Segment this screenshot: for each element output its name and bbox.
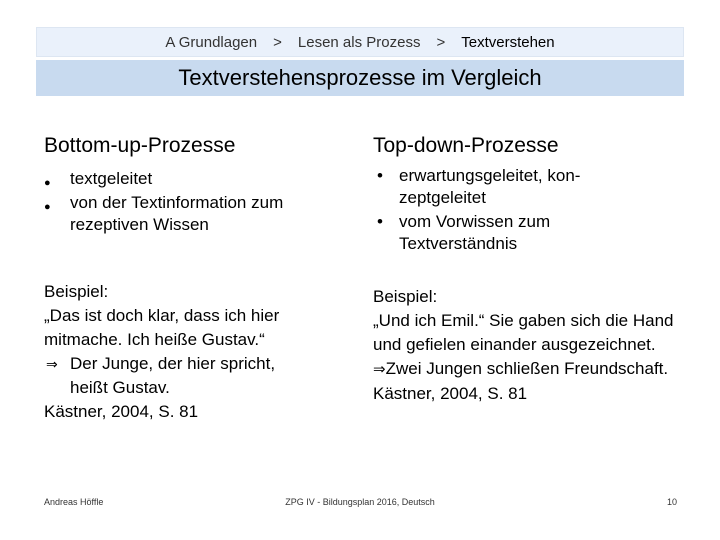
example-source: Kästner, 2004, S. 81 <box>373 384 528 403</box>
implies-arrow-icon: ⇒ <box>373 361 386 378</box>
bullet-icon: ● <box>44 177 51 189</box>
breadcrumb-item-current: Textverstehen <box>461 33 555 51</box>
top-down-example <box>373 285 678 406</box>
example-source: Kästner, 2004, S. 81 <box>44 402 199 421</box>
breadcrumb-item-grundlagen[interactable]: A Grundlagen <box>165 33 258 51</box>
top-down-heading: Top-down-Prozesse <box>373 134 559 157</box>
bullet-icon: ● <box>44 201 51 213</box>
example-conclusion: ⇒Zwei Jungen schließen Freundschaft. <box>373 359 669 378</box>
slide-title <box>36 60 684 96</box>
top-down-list <box>373 165 663 257</box>
breadcrumb-item-lesen[interactable]: Lesen als Prozess <box>297 33 421 51</box>
list-item: ● textgeleitet <box>44 168 334 190</box>
example-conclusion: ⇒ Der Junge, der hier spricht, <box>44 352 334 376</box>
bullet-icon: • <box>377 212 383 231</box>
example-quote: „Und ich Emil.“ Sie gaben sich die Hand und gefielen einander ausgezeichnet. <box>373 311 674 354</box>
breadcrumb-separator: > <box>436 33 446 51</box>
example-label: Beispiel: <box>373 287 438 306</box>
footer-center: ZPG IV - Bildungsplan 2016, Deutsch <box>285 497 435 507</box>
list-item: • erwartungsgeleitet, kon-zeptgeleitet <box>377 166 581 207</box>
slide-title-text: Textverstehensprozesse im Vergleich <box>178 65 542 90</box>
bottom-up-list <box>44 168 334 238</box>
breadcrumb <box>36 27 684 57</box>
implies-arrow-icon: ⇒ <box>46 356 58 372</box>
example-conclusion-cont: heißt Gustav. <box>70 378 170 397</box>
list-item: • vom Vorwissen zum Textverständnis <box>377 212 551 253</box>
bullet-icon: • <box>377 166 383 185</box>
bottom-up-example <box>44 280 334 424</box>
page-number: 10 <box>666 497 677 507</box>
example-quote-line: „Das ist doch klar, dass ich hier <box>44 306 280 325</box>
bottom-up-heading: Bottom-up-Prozesse <box>44 134 236 157</box>
breadcrumb-separator: > <box>273 33 282 51</box>
example-quote-line: mitmache. Ich heiße Gustav.“ <box>44 330 265 349</box>
list-item: ● von der Textinformation zum rezeptiven Wissen <box>44 193 284 234</box>
footer-author: Andreas Höffle <box>44 497 104 507</box>
example-label: Beispiel: <box>44 282 109 301</box>
